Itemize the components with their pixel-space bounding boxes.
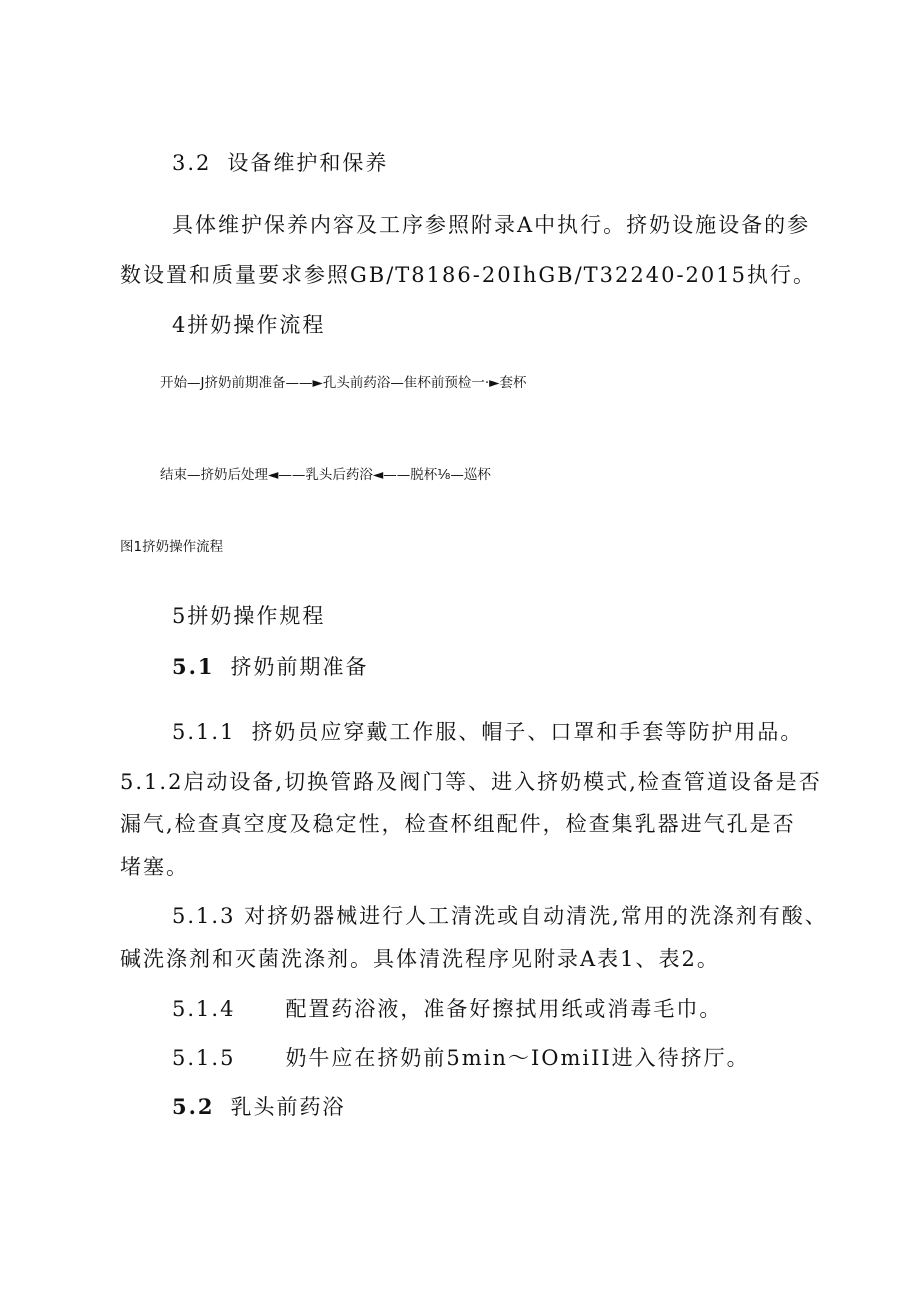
- item-text: 配置药浴液，准备好擦拭用纸或消毒毛巾。: [285, 997, 723, 1021]
- flow-row-bottom: 结束—挤奶后处理◄——乳头后药浴◄——脱杯⅛—巡杯: [160, 467, 491, 483]
- section-5-heading: 5拼奶操作规程: [172, 604, 326, 628]
- item-number: 5.1.5: [172, 1046, 236, 1070]
- paragraph-line: 碱洗涤剂和灭菌洗涤剂。具体清洗程序见附录A表1、表2。: [120, 947, 720, 971]
- paragraph-line: 漏气,检查真空度及稳定性，检查杯组配件，检查集乳器进气孔是否: [120, 812, 796, 836]
- item-5-1-4: [172, 996, 722, 1022]
- item-number: 5.1.1: [172, 720, 236, 744]
- section-title: 乳头前药浴: [230, 1095, 346, 1119]
- item-number: 5.1.4: [172, 997, 236, 1021]
- item-text: 奶牛应在挤奶前5min〜IOmiII进入待挤厅。: [285, 1046, 750, 1070]
- figure-caption: 图1挤奶操作流程: [120, 539, 224, 555]
- item-text: 挤奶员应穿戴工作服、帽子、口罩和手套等防护用品。: [251, 720, 804, 744]
- paragraph-line: 5.1.3 对挤奶器械进行人工清洗或自动清洗,常用的洗涤剂有酸、: [172, 904, 828, 928]
- flow-row-top: 开始—J挤奶前期准备——►孔头前药浴—隹杯前预检一·►套杯: [160, 375, 527, 391]
- paragraph-line: 堵塞。: [120, 855, 189, 879]
- item-5-1-5: [172, 1045, 750, 1071]
- paragraph-line: 数设置和质量要求参照GB/T8186-20IhGB/T32240-2015执行。: [120, 263, 817, 287]
- section-5-1-heading: [172, 654, 369, 680]
- section-5-2-heading: [172, 1094, 346, 1120]
- paragraph-line: 5.1.2启动设备,切换管路及阀门等、进入挤奶模式,检查管道设备是否: [120, 770, 822, 794]
- section-number: 5.2: [172, 1094, 215, 1119]
- item-5-1-1: [172, 719, 803, 745]
- section-3-2-heading: [172, 150, 388, 176]
- section-number: 3.2: [172, 151, 212, 175]
- paragraph-line: 具体维护保养内容及工序参照附录A中执行。挤奶设施设备的参: [172, 213, 811, 237]
- section-title: 设备维护和保养: [227, 151, 389, 175]
- section-title: 挤奶前期准备: [230, 655, 369, 679]
- section-4-heading: 4拼奶操作流程: [172, 313, 326, 337]
- section-number: 5.1: [172, 654, 215, 679]
